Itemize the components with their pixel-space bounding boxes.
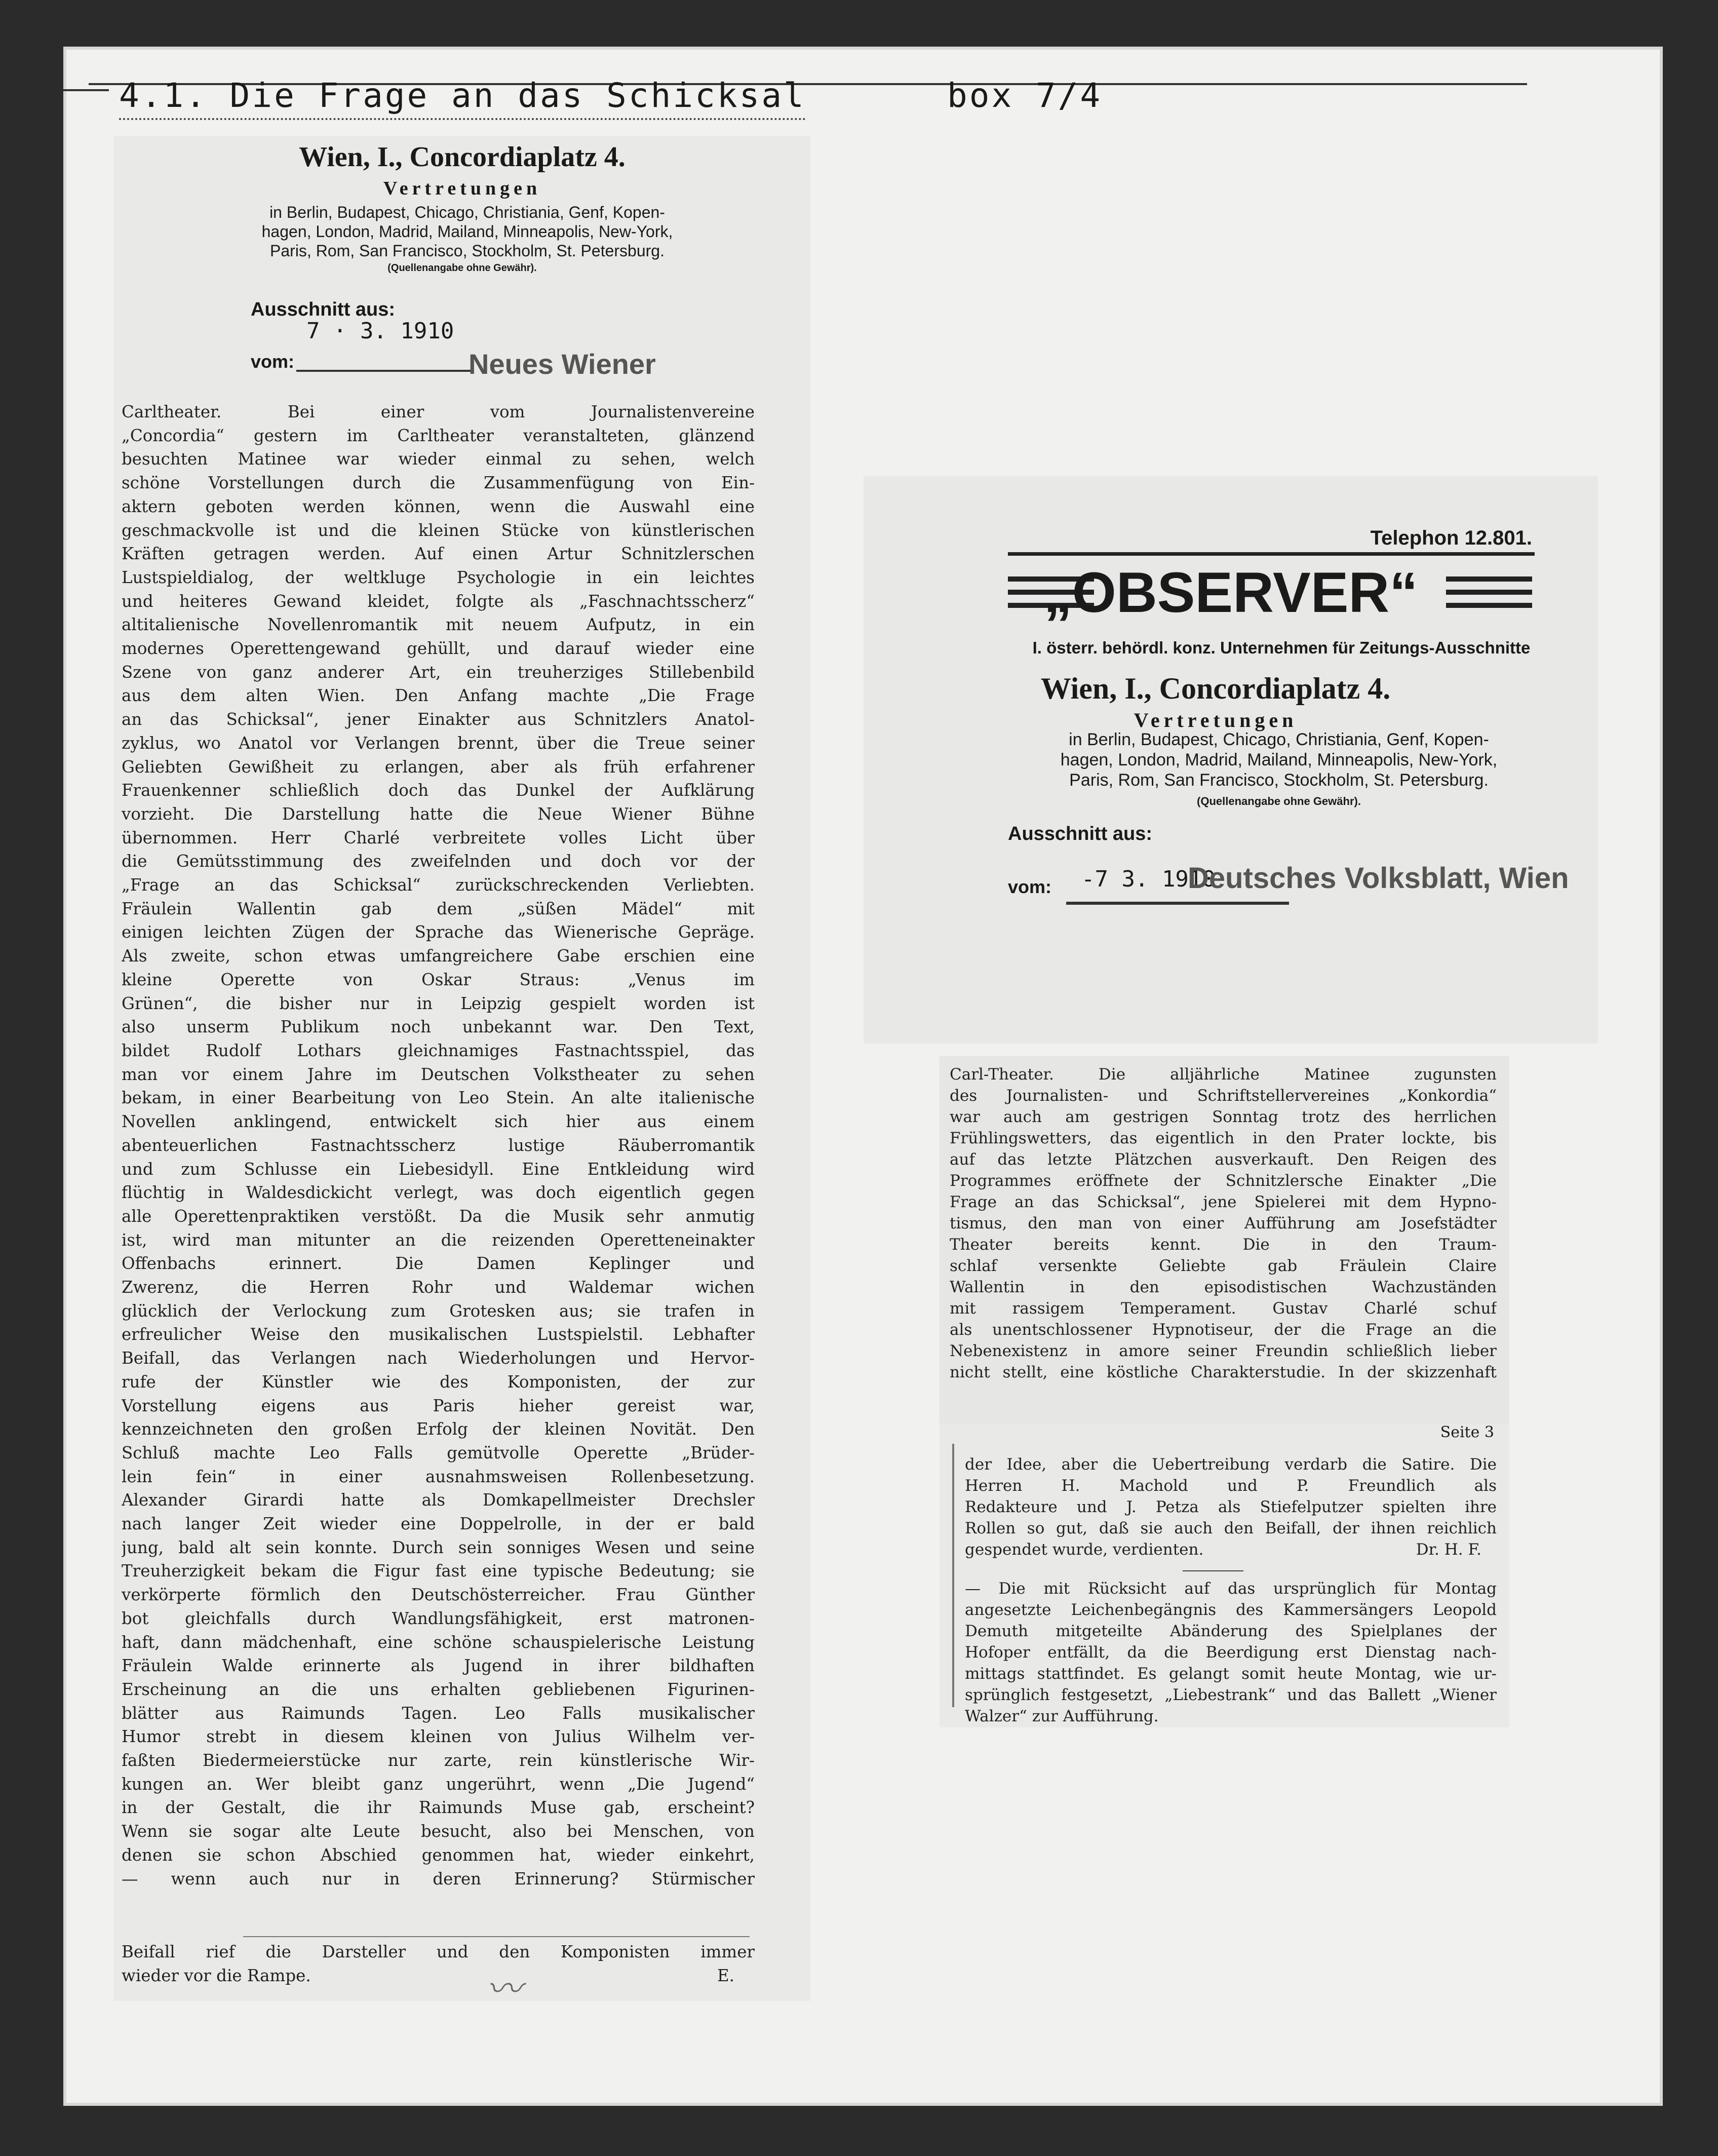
text-line: glücklich der Verlockung zum Grotesken aus; sie trafen in (122, 1301, 755, 1321)
text-line: besuchten Matinee war wieder einmal zu sehen, welch (122, 449, 755, 469)
text-line: rufe der Künstler wie des Komponisten, der zur (122, 1372, 755, 1392)
text-line: Als zweite, schon etwas umfangreichere Gabe erschien eine (122, 946, 755, 966)
text-line: Programmes eröffnete der Schnitzlersche Einakter „Die (950, 1172, 1497, 1190)
left-vom-label: vom: (251, 351, 295, 372)
left-quelle: (Quellenangabe ohne Gewähr). (387, 262, 537, 274)
text-line: und zum Schlusse ein Liebesidyll. Eine Entkleidung wird (122, 1159, 755, 1179)
text-line: kleine Operette von Oskar Straus: „Venus im (122, 970, 755, 989)
telephone: Telephon 12.801. (1370, 527, 1532, 549)
text-line: des Journalisten- und Schriftstellervereines „Konkordia“ (950, 1087, 1497, 1105)
text-line: angesetzte Leichenbegängnis des Kammersängers Leopold (965, 1601, 1497, 1619)
text-line: blätter aus Raimunds Tagen. Leo Falls musikalischer (122, 1703, 755, 1723)
text-line: aktern geboten werden können, wenn die Auswahl eine (122, 496, 755, 516)
text-line: Frage an das Schicksal“, jene Spielerei mit dem Hypno- (950, 1193, 1497, 1211)
text-line: denen sie schon Abschied genommen hat, wieder einkehrt, (122, 1845, 755, 1865)
text-line: der Idee, aber die Uebertreibung verdarb die Satire. Die (965, 1455, 1497, 1474)
right-notice-text (965, 1578, 1497, 1727)
text-line: erfreulicher Weise den musikalischen Lustspielstil. Lebhafter (122, 1325, 755, 1344)
left-closing-text (122, 1940, 755, 1987)
city-line: hagen, London, Madrid, Mailand, Minneapolis, New-York, (1060, 750, 1498, 769)
text-line: vorzieht. Die Darstellung hatte die Neue Wiener Bühne (122, 804, 755, 824)
city-line: Paris, Rom, San Francisco, Stockholm, St. Petersburg. (1069, 771, 1489, 790)
left-cities (114, 200, 810, 260)
text-line: Zwerenz, die Herren Rohr und Waldemar wichen (122, 1278, 755, 1297)
text-line: kennzeichneten den großen Erfolg der kleinen Novität. Den (122, 1419, 755, 1439)
text-line: nach langer Zeit wieder eine Doppelrolle, in der er bald (122, 1514, 755, 1534)
text-line: bot gleichfalls durch Wandlungsfähigkeit, erst matronen- (122, 1608, 755, 1628)
observer-brand: „OBSERVER“ (1043, 561, 1418, 624)
text-line: war auch am gestrigen Sonntag trotz des herrlichen (950, 1108, 1497, 1126)
text-line: auf das letzte Plätzchen ausverkauft. Den Reigen des (950, 1150, 1497, 1169)
text-line: — wenn auch nur in deren Erinnerung? Stürmischer (122, 1869, 755, 1889)
text-line: in der Gestalt, die ihr Raimunds Muse gab, erscheint? (122, 1798, 755, 1818)
text-line: Lustspieldialog, der weltkluge Psychologie in ein leichtes (122, 567, 755, 587)
right-paper-name: Deutsches Volksblatt, Wien (1188, 862, 1569, 895)
text-line: Theater bereits kennt. Die in den Traum- (950, 1236, 1497, 1254)
text-line: Rollen so gut, daß sie auch den Beifall, der ihnen reichlich (965, 1519, 1497, 1537)
text-line: und heiteres Gewand kleidet, folgte als „Faschnachtsscherz“ (122, 591, 755, 611)
left-signature: E. (717, 1966, 734, 1985)
text-line: Beifall rief die Darsteller und den Komponisten immer (122, 1942, 755, 1961)
box-label: box 7/4 (947, 76, 1103, 115)
text-line: tismus, den man von einer Aufführung am Josefstädter (950, 1214, 1497, 1233)
left-divider (243, 1936, 750, 1937)
text-line: aus dem alten Wien. Den Anfang machte „Die Frage (122, 686, 755, 706)
text-line: Kräften getragen werden. Auf einen Artur Schnitzlerschen (122, 544, 755, 564)
right-date-stamp: -7 3. 1910 (1081, 866, 1216, 892)
text-line: faßten Biedermeierstücke nur zarte, rein künstlerische Wir- (122, 1751, 755, 1770)
observer-bars-right (1446, 576, 1532, 616)
folder-title: 4.1. Die Frage an das Schicksal (119, 76, 806, 120)
text-line: Frauenkenner schließlich doch das Dunkel der Aufklärung (122, 781, 755, 800)
left-address: Wien, I., Concordiaplatz 4. (299, 141, 626, 173)
header-dash (63, 89, 109, 91)
text-line: flüchtig in Waldesdickicht verlegt, was doch eigentlich gegen (122, 1183, 755, 1203)
text-line: mittags stattfindet. Es gelangt somit heute Montag, wie ur- (965, 1665, 1497, 1683)
text-line: Fräulein Wallentin gab dem „süßen Mädel“ mit (122, 899, 755, 918)
text-line: schöne Vorstellungen durch die Zusammenfügung von Ein- (122, 473, 755, 493)
right-cities (1000, 729, 1557, 790)
right-ausschnitt-label: Ausschnitt aus: (1008, 823, 1153, 844)
text-line: Offenbachs erinnert. Die Damen Keplinger und (122, 1254, 755, 1274)
page-number: Seite 3 (1440, 1423, 1494, 1441)
text-line: — Die mit Rücksicht auf das ursprünglich für Montag (965, 1580, 1497, 1598)
left-date-stamp: 7 · 3. 1910 (306, 318, 454, 344)
left-article-text (122, 400, 755, 1891)
text-line: man vor einem Jahre im Deutschen Volkstheater zu sehen (122, 1064, 755, 1084)
text-line: wieder vor die Rampe. (122, 1966, 311, 1985)
text-line: Beifall, das Verlangen nach Wiederholungen und Hervor- (122, 1349, 755, 1368)
text-line: Walzer“ zur Aufführung. (965, 1707, 1159, 1725)
text-line: Fräulein Walde erinnerte als Jugend in ihrer bildhaften (122, 1656, 755, 1676)
right-address: Wien, I., Concordiaplatz 4. (1040, 672, 1391, 705)
margin-rule (952, 1444, 954, 1707)
city-line: in Berlin, Budapest, Chicago, Christiania, Genf, Kopen- (269, 203, 665, 221)
text-line: ist, wird man mitunter an die reizenden Operetteneinakter (122, 1230, 755, 1250)
pencil-scribble: 〰 (486, 1968, 522, 2010)
text-line: modernes Operettengewand gehüllt, und darauf wieder eine (122, 639, 755, 659)
right-article (940, 1056, 1509, 1426)
right-vertretungen: Vertretungen (1134, 709, 1298, 732)
text-line: Geliebten Gewißheit zu erlangen, aber als früh erfahrener (122, 757, 755, 777)
text-line: Grünen“, die bisher nur in Leipzig gespielt worden ist (122, 993, 755, 1013)
text-line: geschmackvolle ist und die kleinen Stücke von künstlerischen (122, 520, 755, 540)
text-line: Treuherzigkeit bekam die Figur fast eine typische Bedeutung; sie (122, 1561, 755, 1581)
text-line: Hofoper entfällt, da die Beerdigung erst Dienstag nach- (965, 1643, 1497, 1662)
text-line: übernommen. Herr Charlé verbreitete volles Licht über (122, 828, 755, 848)
text-line: Nebenexistenz in amore seiner Freundin schließlich lieber (950, 1342, 1497, 1360)
text-line: die Gemütsstimmung des zweifelnden und doch vor der (122, 852, 755, 871)
text-line: Carl-Theater. Die alljährliche Matinee zugunsten (950, 1065, 1497, 1084)
city-line: Paris, Rom, San Francisco, Stockholm, St. Petersburg. (270, 242, 665, 260)
text-line: bekam, in einer Bearbeitung von Leo Stein. An alte italienische (122, 1088, 755, 1108)
text-line: Wallentin in den episodistischen Wachzuständen (950, 1278, 1497, 1296)
text-line: Redakteure und J. Petza als Stiefelputzer spielten ihre (965, 1498, 1497, 1516)
text-line: „Concordia“ gestern im Carltheater veranstalteten, glänzend (122, 426, 755, 445)
text-line: alle Operettenpraktiken verstößt. Da die Musik sehr anmutig (122, 1206, 755, 1226)
text-line: jung, bald alt sein konnte. Durch sein sonniges Wesen und seine (122, 1537, 755, 1557)
text-line: Schluß machte Leo Falls gemütvolle Operette „Brüder- (122, 1443, 755, 1462)
vom-underline (1066, 902, 1289, 905)
text-line: kungen an. Wer bleibt ganz ungerührt, wenn „Die Jugend“ (122, 1774, 755, 1794)
text-line: einigen leichten Zügen der Sprache das Wienerische Gepräge. (122, 922, 755, 942)
text-line: gespendet wurde, verdienten. (965, 1541, 1204, 1559)
left-ausschnitt-label: Ausschnitt aus: (251, 299, 396, 320)
text-line: altitalienische Novellenromantik mit neuem Aufputz, in ein (122, 615, 755, 635)
author-initials: Dr. H. F. (1416, 1541, 1481, 1559)
text-line: bildet Rudolf Lothars gleichnamiges Fastnachtsspiel, das (122, 1041, 755, 1060)
right-article-text (950, 1064, 1497, 1383)
text-line: an das Schicksal“, jener Einakter aus Schnitzlers Anatol- (122, 710, 755, 729)
separator (1183, 1570, 1243, 1571)
text-line: sprünglich festgesetzt, „Liebestrank“ und das Ballett „Wiener (965, 1686, 1497, 1704)
text-line: Erscheinung an die uns erhalten gebliebenen Figurinen- (122, 1679, 755, 1699)
text-line: als unentschlossener Hypnotiseur, der die Frage an die (950, 1321, 1497, 1339)
right-quelle: (Quellenangabe ohne Gewähr). (1197, 795, 1361, 807)
right-konz: I. österr. behördl. konz. Unternehmen für Zeitungs-Ausschnitte (1032, 638, 1531, 657)
right-vom-label: vom: (1008, 876, 1052, 897)
text-line: Novellen anklingend, entwickelt sich hier aus einem (122, 1112, 755, 1132)
text-line: Herren H. Machold und P. Freundlich als (965, 1477, 1497, 1495)
vom-underline (296, 370, 474, 372)
city-line: in Berlin, Budapest, Chicago, Christiania, Genf, Kopen- (1069, 730, 1489, 749)
right-continuation-text (965, 1454, 1497, 1560)
text-line: nicht stellt, eine köstliche Charakterstudie. In der skizzenhaft (950, 1363, 1497, 1381)
text-line: Humor strebt in diesem kleinen von Julius Wilhelm ver- (122, 1727, 755, 1747)
text-line: verkörperte förmlich den Deutschösterreicher. Frau Günther (122, 1585, 755, 1605)
text-line: zyklus, wo Anatol vor Verlangen brennt, über die Treue seiner (122, 733, 755, 753)
text-line: schlaf versenkte Geliebte gab Fräulein Claire (950, 1257, 1497, 1275)
text-line: mit rassigem Temperament. Gustav Charlé schuf (950, 1299, 1497, 1318)
right-continuation (940, 1423, 1509, 1727)
left-paper-name: Neues Wiener (468, 348, 656, 380)
city-line: hagen, London, Madrid, Mailand, Minneapolis, New-York, (261, 222, 673, 241)
text-line: also unserm Publikum noch unbekannt war. Den Text, (122, 1017, 755, 1037)
right-clipping-header (864, 476, 1598, 1044)
text-line: Demuth mitgeteilte Abänderung des Spielplanes der (965, 1622, 1497, 1640)
text-line: Alexander Girardi hatte als Domkapellmeister Drechsler (122, 1490, 755, 1510)
text-line: haft, dann mädchenhaft, eine schöne schauspielerische Leistung (122, 1632, 755, 1652)
text-line: Carltheater. Bei einer vom Journalistenvereine (122, 402, 755, 421)
text-line: Frühlingswetters, das eigentlich in den Prater lockte, bis (950, 1129, 1497, 1147)
observer-rule (1008, 552, 1535, 556)
text-line: lein fein“ in einer ausnahmsweisen Rollenbesetzung. (122, 1467, 755, 1486)
text-line: Szene von ganz anderer Art, ein treuherziges Stillebenbild (122, 662, 755, 682)
left-clipping-header (114, 136, 810, 399)
text-line: „Frage an das Schicksal“ zurückschreckenden Verliebten. (122, 875, 755, 895)
text-line: Vorstellung eigens aus Paris hieher gereist war, (122, 1396, 755, 1415)
text-line: Wenn sie sogar alte Leute besucht, also bei Menschen, von (122, 1822, 755, 1841)
left-vertretungen: Vertretungen (383, 178, 541, 199)
text-line: abenteuerlichen Fastnachtsscherz lustige Räuberromantik (122, 1135, 755, 1155)
